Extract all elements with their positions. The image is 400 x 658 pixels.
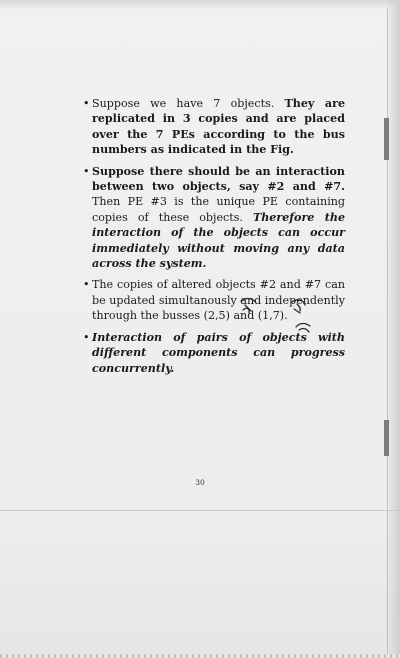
list-item [83, 330, 345, 376]
bullet-text: The copies of altered objects #2 and #7 can be updated simultanously and independently through the busses (2,5) and (1,7). [92, 278, 345, 323]
bullet-dot-icon: • [83, 330, 90, 344]
bullet-text-emphasis: Therefore the interaction of the objects can occur immediately without moving any data across the system. [92, 210, 345, 271]
bullet-list [83, 96, 345, 382]
bullet-text-emphasis: Interaction of pairs of objects with different components can progress concurrently. [92, 330, 345, 375]
bullet-dot-icon: • [83, 164, 90, 178]
page-number: 30 [195, 478, 205, 487]
bullet-text: Suppose we have 7 objects. [92, 97, 285, 110]
margin-mark [384, 420, 389, 456]
page-bottom-edge [0, 654, 400, 658]
bullet-dot-icon: • [83, 97, 90, 110]
list-item [83, 164, 345, 272]
fold-line [0, 510, 400, 511]
bullet-dot-icon: • [83, 278, 90, 292]
bullet-text-bold: Suppose there should be an interaction between two objects, say #2 and #7. [92, 164, 345, 194]
margin-mark [384, 118, 389, 160]
binding-line [387, 8, 388, 658]
bullet-text: Then PE #3 is the unique PE containing copies of these objects. [92, 195, 345, 224]
page-top-edge [0, 0, 400, 10]
bullet-text-bold: They are replicated in 3 copies and are placed over the 7 PEs according to the bus numbers as indicated in the Fig. [92, 97, 345, 157]
page-right-edge [386, 0, 400, 658]
list-item [83, 277, 345, 323]
list-item [83, 96, 345, 158]
